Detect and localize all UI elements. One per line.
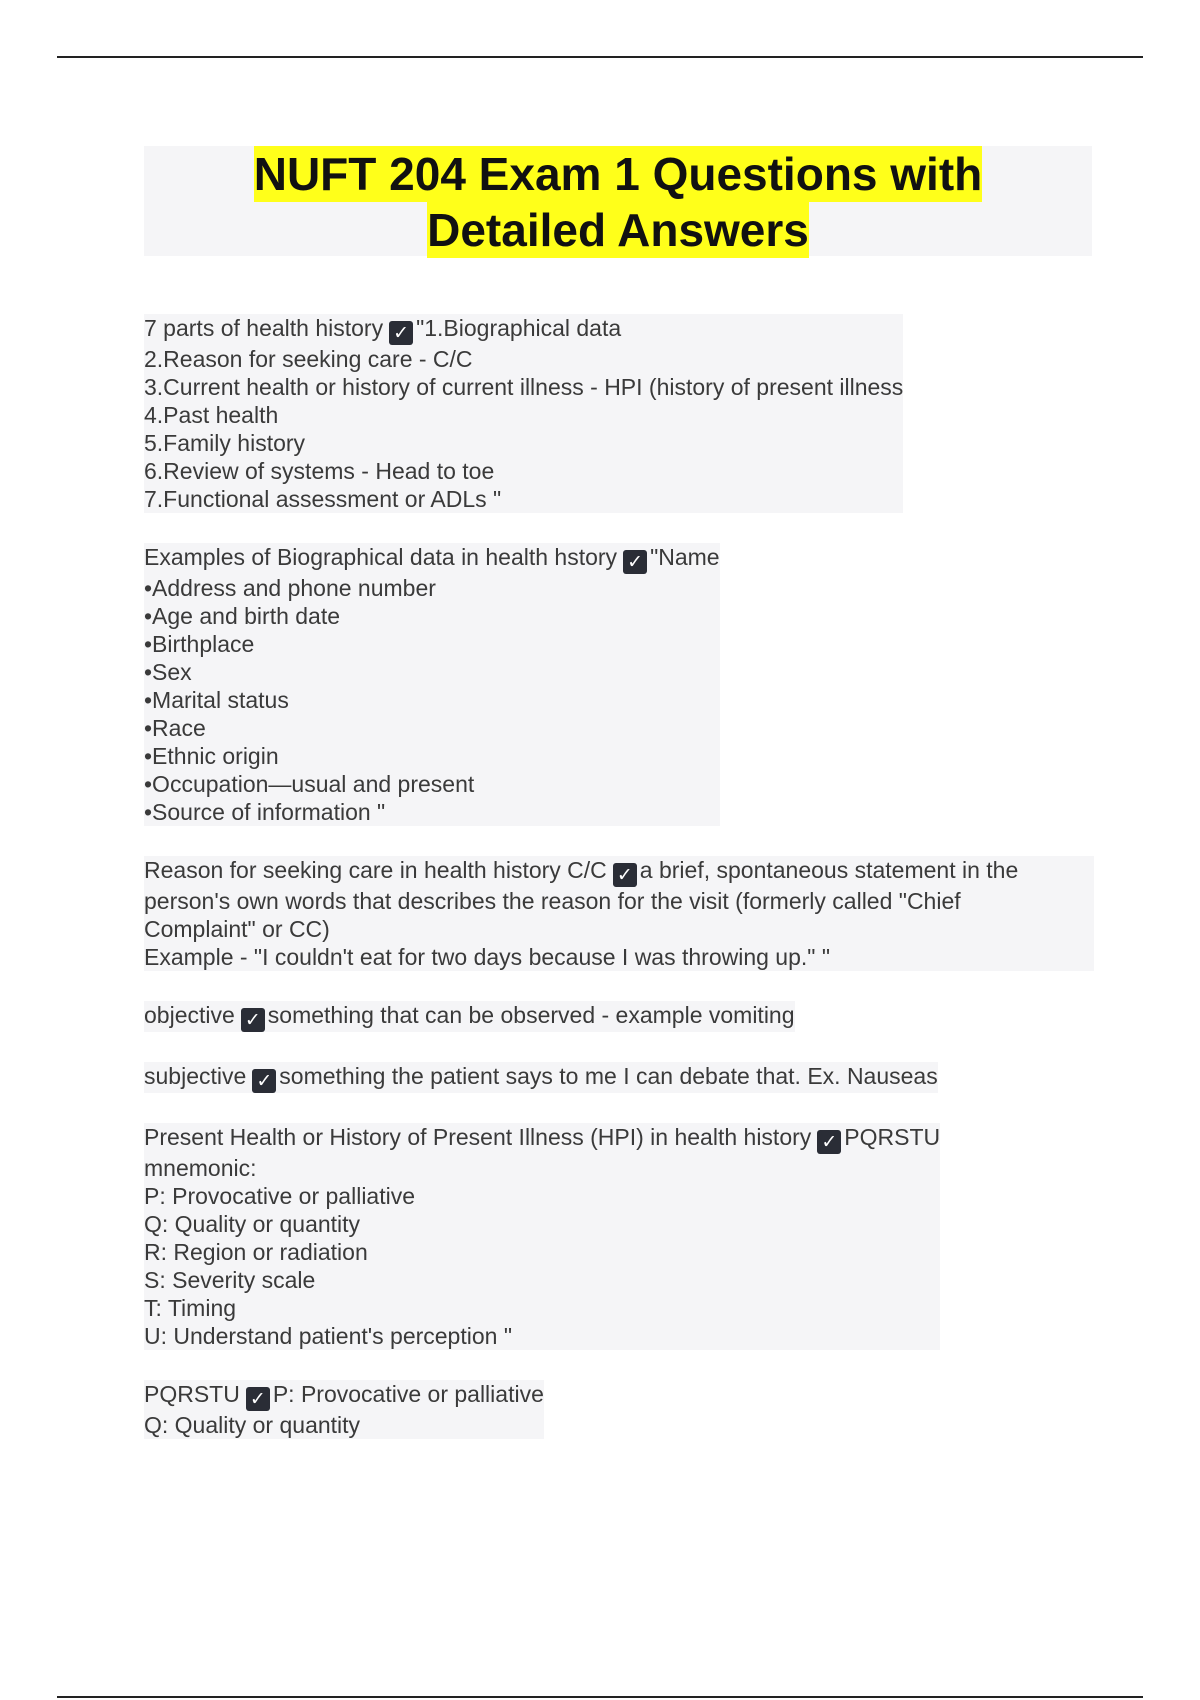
flashcard-term: 7 parts of health history	[144, 315, 384, 341]
flashcard	[144, 314, 1094, 513]
flashcard-term: Examples of Biographical data in health hstory	[144, 544, 618, 570]
flashcard-first-line	[144, 543, 720, 574]
flashcard-answer-line: 7.Functional assessment or ADLs "	[144, 486, 502, 512]
flashcard-answer-start: a brief, spontaneous statement in the	[639, 857, 1019, 883]
flashcard-answer-line: 5.Family history	[144, 430, 306, 456]
flashcard-text	[144, 1001, 795, 1032]
flashcard-answer-line: R: Region or radiation	[144, 1239, 368, 1265]
flashcard-answer-line: •Age and birth date	[144, 603, 341, 629]
flashcard-answer-line: •Sex	[144, 659, 192, 685]
flashcard-answer-start: PQRSTU	[844, 1124, 941, 1150]
flashcard-text	[144, 856, 1094, 971]
flashcard-answer-start: P: Provocative or palliative	[272, 1381, 544, 1407]
flashcard-term: objective	[144, 1002, 235, 1028]
flashcard-first-line	[144, 1123, 940, 1154]
flashcard-answer-line: 4.Past health	[144, 402, 279, 428]
flashcard-answer-line: S: Severity scale	[144, 1267, 316, 1293]
flashcard-first-line	[144, 1380, 544, 1411]
flashcard-text	[144, 1123, 940, 1350]
flashcard-answer-line: T: Timing	[144, 1295, 237, 1321]
check-box-icon: ✓	[252, 1069, 276, 1093]
document-title-line-2: Detailed Answers	[427, 204, 809, 256]
flashcard-answer-line: •Marital status	[144, 687, 289, 713]
flashcard-first-line	[144, 1001, 795, 1032]
flashcard-text	[144, 1062, 938, 1093]
flashcard-term: Reason for seeking care in health history C/C	[144, 857, 607, 883]
flashcard-answer-line: mnemonic:	[144, 1155, 257, 1181]
flashcard-answer-line: person's own words that describes the reason for the visit (formerly called "Chief	[144, 888, 961, 914]
check-box-icon: ✓	[389, 321, 413, 345]
footer-rule	[57, 1696, 1143, 1698]
flashcard-answer-line: •Race	[144, 715, 206, 741]
flashcard-first-line	[144, 1062, 938, 1093]
flashcard-text	[144, 314, 903, 513]
flashcard	[144, 1062, 1094, 1093]
flashcard-answer-line: Complaint" or CC)	[144, 916, 330, 942]
flashcard-answer-line: Q: Quality or quantity	[144, 1412, 361, 1438]
title-banner	[144, 146, 1092, 256]
flashcard-first-line	[144, 314, 903, 345]
document-title-line-1: NUFT 204 Exam 1 Questions with	[253, 148, 983, 200]
flashcard	[144, 1123, 1094, 1350]
flashcard-answer-line: Example - "I couldn't eat for two days because I was throwing up." "	[144, 944, 831, 970]
flashcard-answer-start: "1.Biographical data	[416, 315, 622, 341]
flashcard	[144, 856, 1094, 971]
flashcard-answer-line: 6.Review of systems - Head to toe	[144, 458, 495, 484]
flashcard-text	[144, 1380, 544, 1439]
check-box-icon: ✓	[623, 550, 647, 574]
flashcard-term: Present Health or History of Present Illness (HPI) in health history	[144, 1124, 812, 1150]
check-box-icon: ✓	[817, 1130, 841, 1154]
flashcard-answer-start: "Name	[650, 544, 720, 570]
flashcard	[144, 1001, 1094, 1032]
flashcard-answer-line: •Ethnic origin	[144, 743, 279, 769]
flashcard-first-line	[144, 856, 1094, 887]
flashcard-answer-line: P: Provocative or palliative	[144, 1183, 416, 1209]
check-box-icon: ✓	[613, 863, 637, 887]
flashcard-answer-line: •Address and phone number	[144, 575, 436, 601]
flashcard-answer-line: U: Understand patient's perception "	[144, 1323, 512, 1349]
flashcard-answer-line: •Source of information "	[144, 799, 386, 825]
flashcard-term: PQRSTU	[144, 1381, 240, 1407]
flashcard	[144, 1380, 1094, 1439]
check-box-icon: ✓	[241, 1008, 265, 1032]
check-box-icon: ✓	[246, 1387, 270, 1411]
flashcard-list	[144, 314, 1094, 1439]
flashcard-answer-line: •Birthplace	[144, 631, 255, 657]
flashcard-answer-line: Q: Quality or quantity	[144, 1211, 361, 1237]
flashcard-answer-line: 2.Reason for seeking care - C/C	[144, 346, 473, 372]
flashcard-answer-line: 3.Current health or history of current illness - HPI (history of present illness	[144, 374, 904, 400]
flashcard	[144, 543, 1094, 826]
flashcard-text	[144, 543, 720, 826]
flashcard-answer-line: •Occupation—usual and present	[144, 771, 475, 797]
flashcard-term: subjective	[144, 1063, 247, 1089]
header-rule	[57, 56, 1143, 58]
flashcard-answer-start: something the patient says to me I can debate that. Ex. Nauseas	[279, 1063, 938, 1089]
flashcard-answer-start: something that can be observed - example vomiting	[267, 1002, 795, 1028]
